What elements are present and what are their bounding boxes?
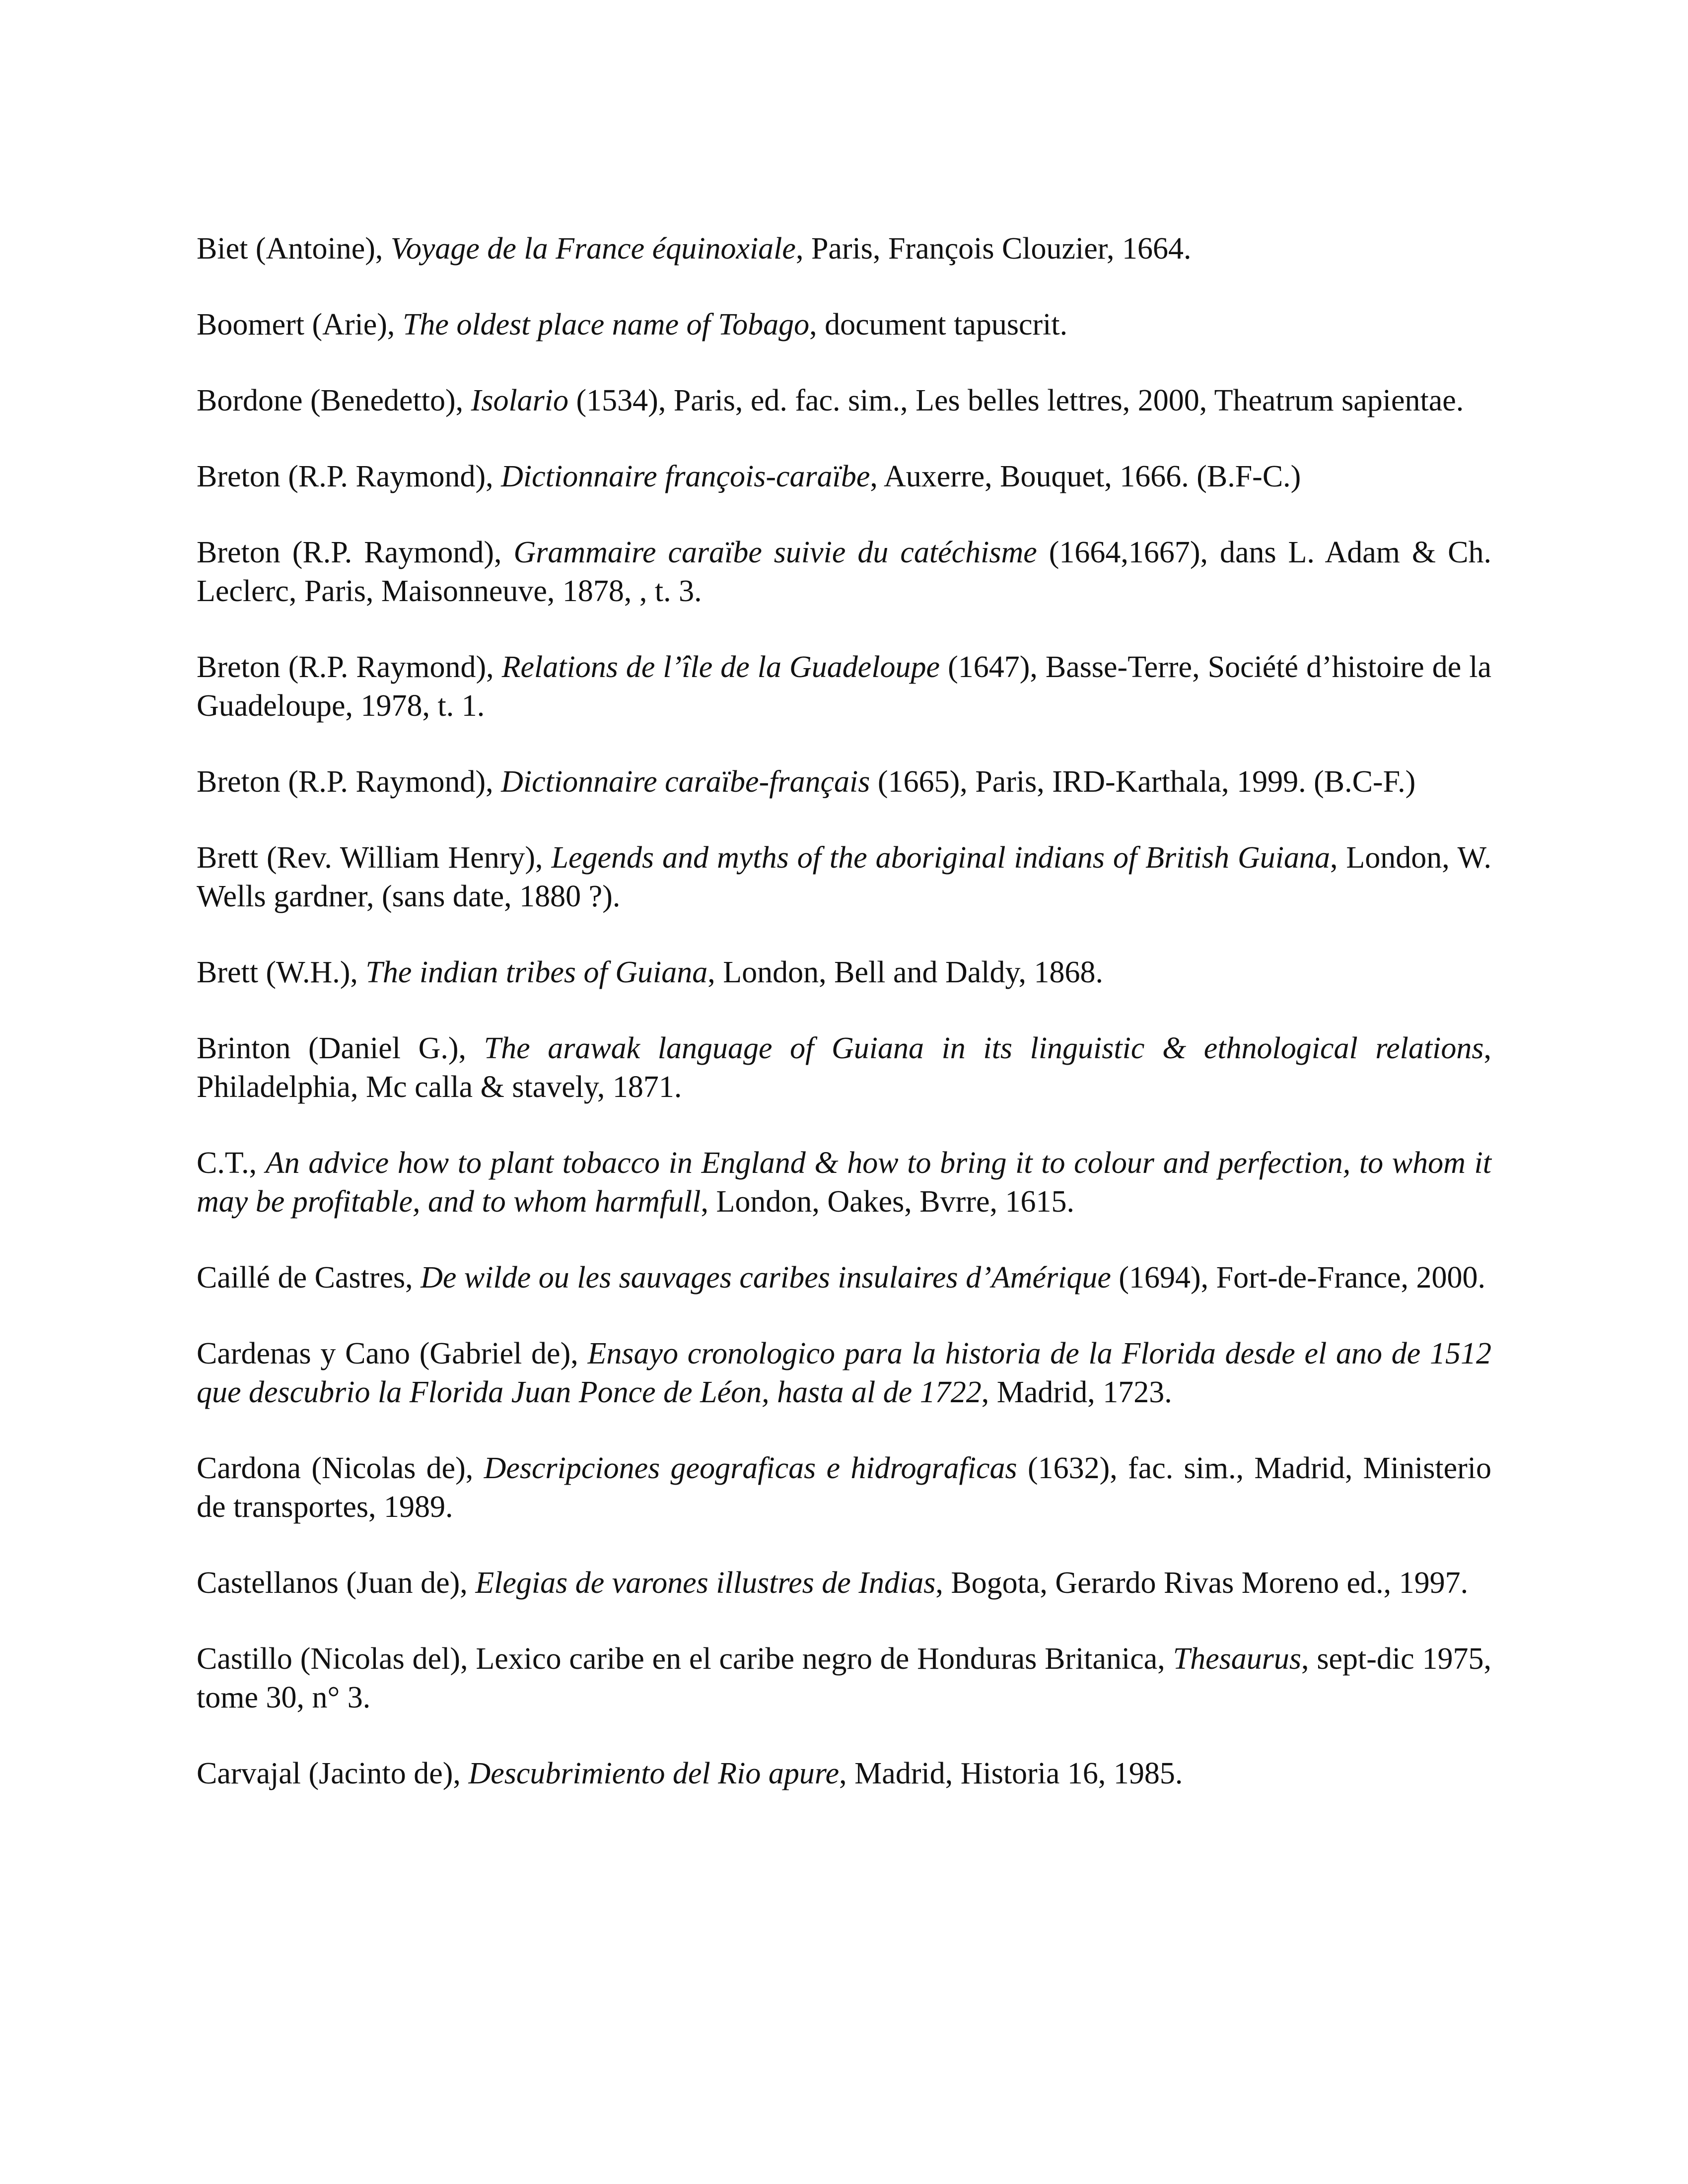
entry-details: (1664,1667), dans L. Adam & Ch. Leclerc, Paris, Maisonneuve, 1878, , t. 3. (197, 536, 1491, 608)
entry-title: Legends and myths of the aboriginal indians of British Guiana (551, 841, 1330, 875)
bibliography-entry (197, 762, 1491, 801)
bibliography-entry (197, 1449, 1491, 1526)
bibliography-entry (197, 1564, 1491, 1602)
bibliography-entry (197, 1334, 1491, 1412)
entry-author: Cardenas y Cano (Gabriel de), (197, 1337, 588, 1370)
entry-author: Breton (R.P. Raymond), (197, 650, 502, 684)
entry-title: The oldest place name of Tobago (402, 308, 810, 341)
entry-details: , Bogota, Gerardo Rivas Moreno ed., 1997. (935, 1566, 1469, 1600)
entry-details: , Auxerre, Bouquet, 1666. (B.F-C.) (870, 460, 1301, 493)
entry-author: Cardona (Nicolas de), (197, 1451, 484, 1485)
bibliography-entry (197, 457, 1491, 496)
entry-title: Dictionnaire caraïbe-français (501, 765, 870, 799)
entry-author: Breton (R.P. Raymond), (197, 536, 514, 569)
entry-title: De wilde ou les sauvages caribes insulaires d’Amérique (421, 1261, 1111, 1295)
entry-author: Caillé de Castres, (197, 1261, 421, 1295)
entry-details: , Madrid, 1723. (981, 1375, 1172, 1409)
entry-author: Biet (Antoine), (197, 232, 391, 266)
entry-details: , London, Oakes, Bvrre, 1615. (701, 1185, 1074, 1219)
entry-author: Boomert (Arie), (197, 308, 403, 341)
entry-author: Castillo (Nicolas del), Lexico caribe en el caribe negro de Honduras Britanica, (197, 1642, 1173, 1676)
entry-title: Voyage de la France équinoxiale (390, 232, 796, 266)
entry-author: Bordone (Benedetto), (197, 384, 471, 417)
entry-author: Castellanos (Juan de), (197, 1566, 476, 1600)
entry-title: Elegias de varones illustres de Indias (475, 1566, 936, 1600)
entry-details: (1647), Basse-Terre, Société d’histoire de la Guadeloupe, 1978, t. 1. (197, 650, 1491, 723)
entry-title: Descripciones geograficas e hidrograficas (484, 1451, 1017, 1485)
entry-author: Carvajal (Jacinto de), (197, 1757, 469, 1790)
bibliography-list (197, 229, 1491, 1830)
entry-author: Breton (R.P. Raymond), (197, 765, 501, 799)
bibliography-entry (197, 1029, 1491, 1106)
entry-author: Brett (Rev. William Henry), (197, 841, 552, 875)
entry-details: , London, W. Wells gardner, (sans date, 1880 ?). (197, 841, 1491, 913)
bibliography-entry (197, 305, 1491, 344)
entry-author: Brinton (Daniel G.), (197, 1031, 484, 1065)
entry-details: (1632), fac. sim., Madrid, Ministerio de transportes, 1989. (197, 1451, 1491, 1524)
entry-details: , document tapuscrit. (809, 308, 1068, 341)
entry-title: The indian tribes of Guiana (365, 956, 708, 989)
entry-details: , Philadelphia, Mc calla & stavely, 1871. (197, 1031, 1491, 1104)
entry-title: Isolario (471, 384, 569, 417)
bibliography-entry (197, 1754, 1491, 1793)
entry-title: Dictionnaire françois-caraïbe (501, 460, 870, 493)
entry-details: , sept-dic 1975, tome 30, n° 3. (197, 1642, 1491, 1714)
entry-title: Ensayo cronologico para la historia de la Florida desde el ano de 1512 que descubrio la Florida Juan Ponce de Léon, hasta al de 1722 (197, 1337, 1491, 1409)
entry-details: , London, Bell and Daldy, 1868. (707, 956, 1103, 989)
bibliography-entry (197, 1144, 1491, 1221)
entry-title: Thesaurus (1173, 1642, 1302, 1676)
bibliography-entry (197, 648, 1491, 725)
entry-author: Breton (R.P. Raymond), (197, 460, 501, 493)
bibliography-entry (197, 838, 1491, 916)
entry-title: An advice how to plant tobacco in England & how to bring it to colour and perfection, to whom it may be profitable, and to whom harmfull (197, 1146, 1491, 1219)
entry-author: Brett (W.H.), (197, 956, 366, 989)
entry-title: Descubrimiento del Rio apure (468, 1757, 840, 1790)
bibliography-entry (197, 1258, 1491, 1297)
bibliography-entry (197, 953, 1491, 992)
entry-details: , Paris, François Clouzier, 1664. (795, 232, 1192, 266)
entry-title: Grammaire caraïbe suivie du catéchisme (513, 536, 1037, 569)
bibliography-entry (197, 1639, 1491, 1717)
bibliography-entry (197, 229, 1491, 268)
entry-title: Relations de l’île de la Guadeloupe (501, 650, 940, 684)
entry-title: The arawak language of Guiana in its linguistic & ethnological relations (484, 1031, 1484, 1065)
bibliography-entry (197, 533, 1491, 611)
entry-details: , Madrid, Historia 16, 1985. (839, 1757, 1183, 1790)
entry-author: C.T., (197, 1146, 266, 1180)
entry-details: (1694), Fort-de-France, 2000. (1111, 1261, 1486, 1295)
bibliography-entry (197, 381, 1491, 420)
entry-details: (1534), Paris, ed. fac. sim., Les belles lettres, 2000, Theatrum sapientae. (568, 384, 1464, 417)
entry-details: (1665), Paris, IRD-Karthala, 1999. (B.C-F.) (870, 765, 1416, 799)
